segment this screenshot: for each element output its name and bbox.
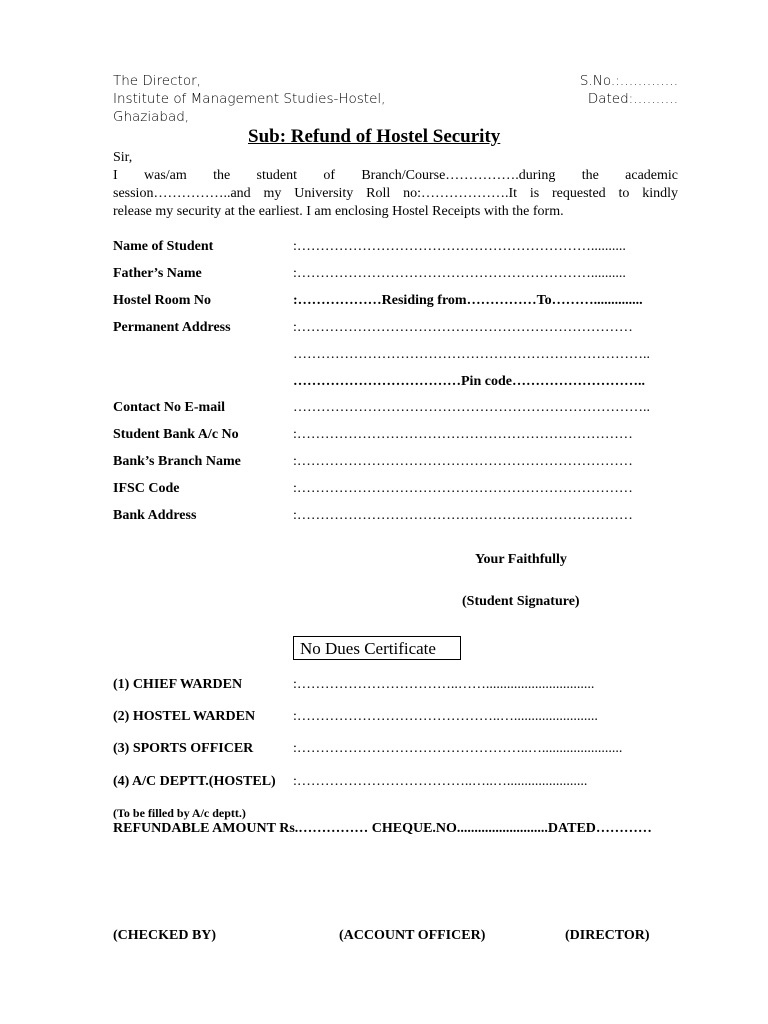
ifsc-field: :……………………………………………………………… xyxy=(293,481,633,496)
chief-warden-field: :……………………………..……............................... xyxy=(293,677,595,692)
addressee-line-2: Institute of Management Studies-Hostel, xyxy=(113,91,386,107)
pin-code-field: ………………………………Pin code……………………….. xyxy=(293,374,645,389)
page-title: Sub: Refund of Hostel Security xyxy=(248,126,501,147)
sports-officer-field: :…………………………………………..…....................... xyxy=(293,741,623,756)
dated-field: Dated:………. xyxy=(587,91,678,107)
hostel-room-field: :………………Residing from……………To……….............. xyxy=(293,293,643,308)
addressee-line-3: Ghaziabad, xyxy=(113,109,190,125)
branch-name-field: :……………………………………………………………… xyxy=(293,454,633,469)
hostel-warden-field: :……………………………………..…........................ xyxy=(293,709,598,724)
director: (DIRECTOR) xyxy=(565,928,650,943)
label-bank-account: Student Bank A/c No xyxy=(113,427,239,442)
father-name-field: :……………………………………………………….......... xyxy=(293,266,626,281)
salutation: Sir, xyxy=(113,150,133,165)
label-ac-deptt: (4) A/C DEPTT.(HOSTEL) xyxy=(113,774,276,789)
bank-account-field: :……………………………………………………………… xyxy=(293,427,633,442)
bank-address-field: :……………………………………………………………… xyxy=(293,508,633,523)
student-signature: (Student Signature) xyxy=(462,594,580,609)
permanent-address-field-1: :……………………………………………………………… xyxy=(293,320,633,335)
label-branch-name: Bank’s Branch Name xyxy=(113,454,241,469)
label-chief-warden: (1) CHIEF WARDEN xyxy=(113,677,243,692)
paragraph-line-2: session……………..and my University Roll no:……………….It is requested to kindly xyxy=(113,186,678,201)
contact-email-field: ………………………………………………………………….. xyxy=(293,400,650,415)
ac-deptt-field: :………………………………..…..…....................... xyxy=(293,774,588,789)
label-father-name: Father’s Name xyxy=(113,266,202,281)
label-permanent-address: Permanent Address xyxy=(113,320,231,335)
paragraph-line-1: I was/am the student of Branch/Course…………….during the academic xyxy=(113,168,678,183)
refund-amount-line: REFUNDABLE AMOUNT Rs.…………… CHEQUE.NO..........................DATED………… xyxy=(113,821,652,836)
label-hostel-warden: (2) HOSTEL WARDEN xyxy=(113,709,256,724)
serial-number: S.No.:…………. xyxy=(579,73,678,89)
student-name-field: :……………………………………………………….......... xyxy=(293,239,626,254)
accounts-note: (To be filled by A/c deptt.) xyxy=(113,806,246,820)
label-ifsc: IFSC Code xyxy=(113,481,180,496)
paragraph-line-3: release my security at the earliest. I am enclosing Hostel Receipts with the form. xyxy=(113,204,564,219)
label-bank-address: Bank Address xyxy=(113,508,197,523)
label-contact-email: Contact No E-mail xyxy=(113,400,225,415)
checked-by: (CHECKED BY) xyxy=(113,928,217,943)
no-dues-title: No Dues Certificate xyxy=(293,636,461,660)
closing-faithfully: Your Faithfully xyxy=(475,552,567,567)
permanent-address-field-2: ………………………………………………………………….. xyxy=(293,347,650,362)
label-student-name: Name of Student xyxy=(113,239,214,254)
account-officer: (ACCOUNT OFFICER) xyxy=(339,928,486,943)
label-hostel-room: Hostel Room No xyxy=(113,293,211,308)
label-sports-officer: (3) SPORTS OFFICER xyxy=(113,741,254,756)
addressee-line-1: The Director, xyxy=(113,73,201,89)
